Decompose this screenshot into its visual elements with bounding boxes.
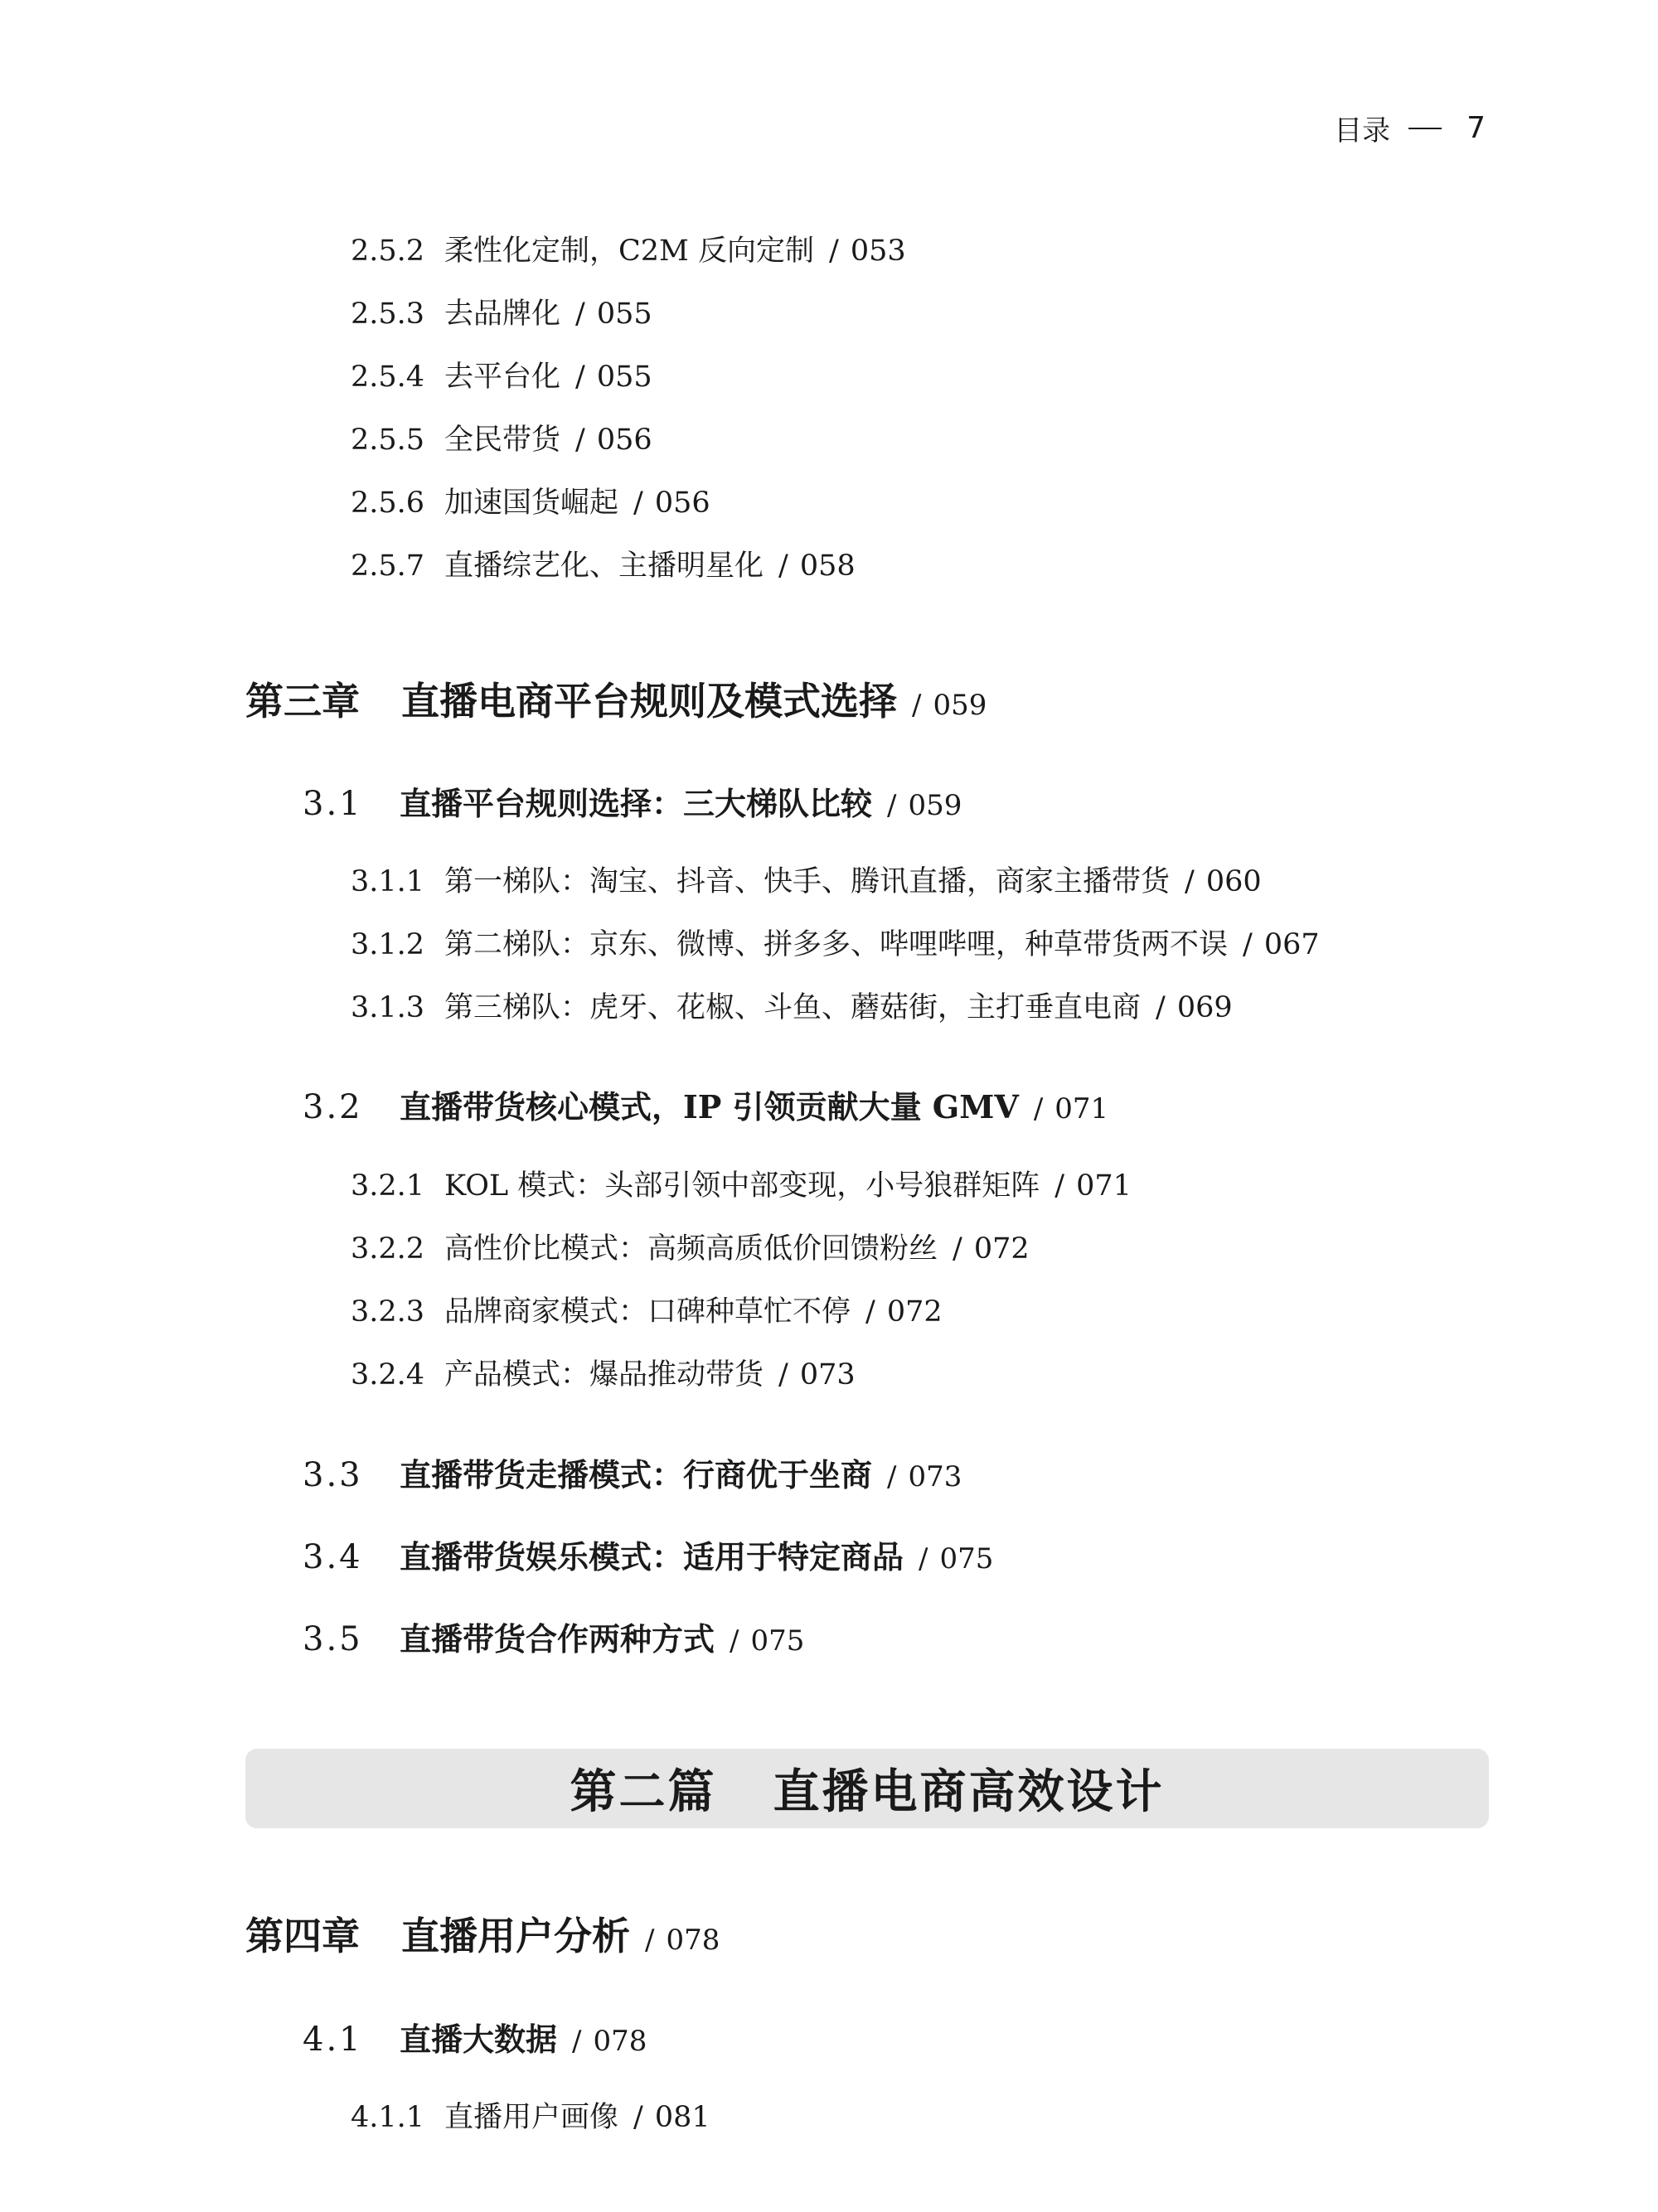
part-title: 直播电商高效设计	[773, 1764, 1165, 1819]
entry-number: 2.5.3	[351, 298, 425, 331]
entry-number: 3.2.2	[351, 1232, 425, 1266]
entry-number: 2.5.4	[351, 361, 425, 394]
entry-separator: /	[730, 1624, 739, 1658]
entry-number: 2.5.2	[351, 235, 425, 268]
entry-page: 056	[654, 486, 710, 520]
toc-entry-3-2-1[interactable]	[351, 1163, 1132, 1204]
toc-entry-2-5-3[interactable]	[351, 291, 652, 332]
entry-separator: /	[575, 298, 585, 331]
toc-entry-2-5-4[interactable]	[351, 354, 652, 395]
entry-separator: /	[919, 1542, 928, 1576]
toc-section-3-4[interactable]	[303, 1532, 993, 1577]
section-title: 直播平台规则选择：三大梯队比较	[400, 785, 873, 822]
entry-number: 3.1.3	[351, 991, 425, 1024]
entry-title: 柔性化定制，C2M 反向定制	[444, 235, 815, 268]
toc-entry-3-1-3[interactable]	[351, 985, 1233, 1026]
entry-page: 067	[1263, 928, 1320, 961]
entry-separator: /	[1185, 865, 1195, 898]
entry-separator: /	[1156, 991, 1166, 1024]
entry-number: 3.2.3	[351, 1295, 425, 1329]
entry-title: 品牌商家模式：口碑种草忙不停	[444, 1295, 851, 1329]
entry-title: KOL 模式：头部引领中部变现，小号狼群矩阵	[444, 1169, 1040, 1203]
entry-separator: /	[865, 1295, 875, 1329]
entry-page: 060	[1205, 865, 1262, 898]
toc-entry-3-1-1[interactable]	[351, 859, 1262, 900]
toc-entry-2-5-5[interactable]	[351, 417, 652, 458]
entry-page: 073	[799, 1358, 856, 1392]
section-title: 直播大数据	[400, 2021, 558, 2058]
section-number: 3.2	[303, 1088, 363, 1126]
entry-page: 071	[1076, 1169, 1132, 1203]
entry-page: 055	[596, 361, 652, 394]
part-heading-band	[245, 1749, 1489, 1828]
section-page: 078	[593, 2025, 647, 2058]
entry-title: 去平台化	[444, 361, 561, 394]
entry-separator: /	[887, 789, 897, 822]
toc-entry-2-5-7[interactable]	[351, 543, 856, 584]
section-page: 059	[908, 789, 962, 822]
entry-separator: /	[645, 1924, 655, 1957]
toc-entry-3-2-2[interactable]	[351, 1226, 1030, 1267]
entry-separator: /	[633, 486, 643, 520]
entry-title: 直播综艺化、主播明星化	[444, 549, 764, 583]
section-page: 071	[1054, 1092, 1109, 1125]
entry-page: 058	[799, 549, 856, 583]
chapter-number: 第三章	[245, 679, 360, 724]
entry-separator: /	[575, 424, 585, 457]
section-number: 3.4	[303, 1538, 363, 1576]
part-number: 第二篇	[570, 1764, 717, 1819]
toc-entry-2-5-2[interactable]	[351, 228, 906, 269]
entry-title: 高性价比模式：高频高质低价回馈粉丝	[444, 1232, 938, 1266]
entry-number: 3.1.1	[351, 865, 425, 898]
entry-title: 去品牌化	[444, 298, 561, 331]
entry-title: 第二梯队：京东、微博、拼多多、哔哩哔哩，种草带货两不误	[444, 928, 1229, 961]
entry-separator: /	[829, 235, 839, 268]
toc-section-3-3[interactable]	[303, 1450, 962, 1495]
toc-entry-3-1-2[interactable]	[351, 922, 1320, 963]
toc-chapter-4[interactable]	[245, 1906, 720, 1961]
section-title: 直播带货走播模式：行商优于坐商	[400, 1456, 873, 1493]
entry-separator: /	[575, 361, 585, 394]
entry-title: 第一梯队：淘宝、抖音、快手、腾讯直播，商家主播带货	[444, 865, 1171, 898]
section-number: 3.3	[303, 1456, 363, 1494]
entry-number: 2.5.7	[351, 549, 425, 583]
entry-separator: /	[912, 689, 922, 722]
entry-separator: /	[572, 2025, 582, 2058]
header-dash	[1408, 128, 1442, 129]
toc-entry-2-5-6[interactable]	[351, 480, 710, 521]
entry-title: 直播用户画像	[444, 2101, 619, 2134]
toc-section-3-1[interactable]	[303, 778, 962, 824]
toc-entry-3-2-3[interactable]	[351, 1289, 943, 1330]
section-title: 直播带货核心模式，IP 引领贡献大量 GMV	[400, 1088, 1019, 1125]
entry-page: 056	[596, 424, 652, 457]
chapter-page: 059	[933, 689, 987, 722]
entry-title: 全民带货	[444, 424, 561, 457]
toc-entry-3-2-4[interactable]	[351, 1352, 856, 1393]
entry-number: 2.5.6	[351, 486, 425, 520]
entry-separator: /	[1243, 928, 1253, 961]
chapter-page: 078	[666, 1924, 720, 1957]
entry-separator: /	[953, 1232, 962, 1266]
chapter-number: 第四章	[245, 1914, 360, 1958]
entry-page: 055	[596, 298, 652, 331]
section-number: 4.1	[303, 2021, 363, 2059]
section-page: 073	[908, 1460, 962, 1493]
entry-separator: /	[1033, 1092, 1044, 1125]
toc-section-3-5[interactable]	[303, 1614, 804, 1659]
toc-chapter-3[interactable]	[245, 671, 987, 726]
entry-title: 第三梯队：虎牙、花椒、斗鱼、蘑菇街，主打垂直电商	[444, 991, 1142, 1024]
entry-title: 产品模式：爆品推动带货	[444, 1358, 764, 1392]
running-header	[1334, 108, 1486, 148]
entry-page: 072	[886, 1295, 943, 1329]
entry-title: 加速国货崛起	[444, 486, 619, 520]
toc-section-4-1[interactable]	[303, 2014, 647, 2060]
part-heading[interactable]	[570, 1755, 1165, 1822]
entry-page: 069	[1176, 991, 1233, 1024]
entry-separator: /	[778, 549, 788, 583]
entry-number: 3.2.4	[351, 1358, 425, 1392]
section-number: 3.5	[303, 1620, 363, 1658]
entry-number: 2.5.5	[351, 424, 425, 457]
header-page-number: 7	[1467, 111, 1486, 145]
entry-separator: /	[778, 1358, 788, 1392]
entry-page: 053	[850, 235, 906, 268]
entry-separator: /	[887, 1460, 897, 1493]
section-page: 075	[750, 1624, 805, 1658]
entry-separator: /	[633, 2101, 643, 2134]
section-title: 直播带货合作两种方式	[400, 1620, 715, 1658]
entry-number: 3.2.1	[351, 1169, 425, 1203]
section-title: 直播带货娱乐模式：适用于特定商品	[400, 1538, 904, 1576]
entry-page: 081	[654, 2101, 710, 2134]
header-section-title: 目录	[1334, 114, 1391, 148]
entry-number: 4.1.1	[351, 2101, 425, 2134]
entry-separator: /	[1054, 1169, 1065, 1203]
chapter-title: 直播用户分析	[401, 1914, 630, 1958]
entry-number: 3.1.2	[351, 928, 425, 961]
toc-section-3-2[interactable]	[303, 1082, 1108, 1127]
toc-entry-4-1-1[interactable]	[351, 2094, 710, 2136]
section-number: 3.1	[303, 785, 363, 823]
entry-page: 072	[973, 1232, 1030, 1266]
section-page: 075	[939, 1542, 994, 1576]
chapter-title: 直播电商平台规则及模式选择	[401, 679, 897, 724]
